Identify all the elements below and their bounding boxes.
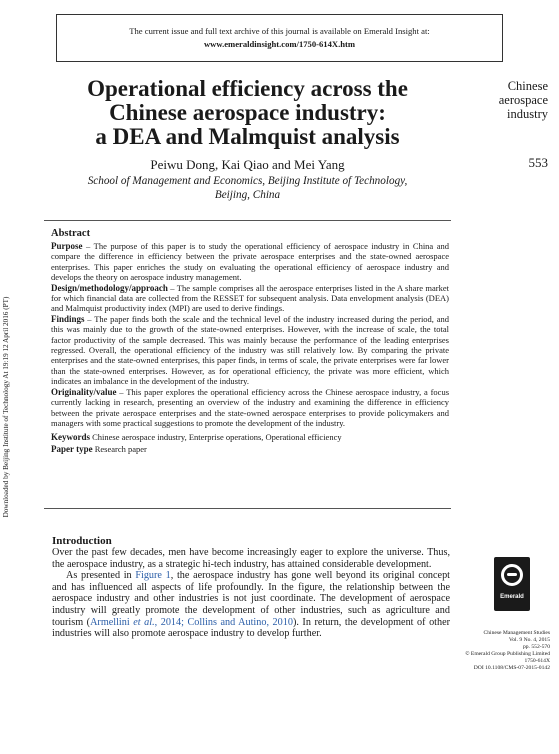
purpose-text: – The purpose of this paper is to study the operational efficiency of aerospace industry in China and compare the difference in efficiency between the private aerospace enterprises and the state-owned aerospace enterprises. This paper enriches the study on evaluating the operational efficiency of aerospace industry and develops the theory on aerospace industry management. <box>51 241 449 283</box>
citation-rest: , 2014; Collins and Autino, 2010 <box>154 616 293 628</box>
emerald-logo <box>494 557 530 611</box>
keywords-text: Chinese aerospace industry, Enterprise operations, Operational efficiency <box>90 432 342 443</box>
affiliation-line-2: Beijing, China <box>214 189 281 201</box>
publication-info <box>446 630 550 673</box>
paper-type-label: Paper type <box>51 444 93 455</box>
citation-armellini-link[interactable] <box>90 617 293 628</box>
abstract-keywords <box>51 431 451 443</box>
abstract-design <box>51 283 449 314</box>
figure-1-link[interactable]: Figure 1 <box>135 570 171 582</box>
running-tag-line-3: industry <box>507 107 548 121</box>
citation-armellini-name: Armellini <box>90 616 134 628</box>
pubinfo-volume: Vol. 9 No. 4, 2015 <box>508 637 550 644</box>
findings-text: – The paper finds both the scale and the technical level of the industry increased during the period, and this was mainly due to the growth of the state-owned enterprises. However, with the increase of scale, the total factor productivity of the sample decreased. This was mainly because the performance of the leading enterprises regressed. Overall, the operational efficiency of the industry was still relatively low. By comparing the private enterprises and the state-owned enterprises, this paper finds, in terms of scale, the private enterprises were far lower than the state-owned enterprises. However, as for operational efficiency, the private was more efficient, which indicates an imbalance in the development of the industry. <box>51 313 449 387</box>
intro-p2-end: ). In return, the development of other industries will also promote aerospace industry to develop further. <box>52 616 451 640</box>
intro-p2-middle: , the aerospace industry has gone well beyond its original concept and has influenced all aspects of life profoundly. In the figure, the relationship between the aerospace industry and other industries is not just coordinate. The development of aerospace industry will greatly promote the development of other industries, such as agriculture and tourism ( <box>52 570 450 628</box>
download-watermark <box>0 212 12 602</box>
citation-et-al: et al. <box>133 616 155 628</box>
access-banner <box>56 14 503 62</box>
author-affiliation <box>45 174 450 202</box>
intro-paragraph-1: Over the past few decades, men have become increasingly eager to explore the universe. Thus, the aerospace industry, as a strategic hi-tech industry, has attained considerable development. <box>52 547 450 570</box>
findings-label: Findings <box>51 313 85 324</box>
access-banner-text: The current issue and full text archive of this journal is available on Emerald Insight at: <box>129 26 430 36</box>
download-watermark-text: Downloaded by Beijing Institute of Technology At 19:19 12 April 2016 (PT) <box>2 296 10 518</box>
article-title <box>45 77 450 149</box>
pubinfo-doi[interactable]: DOI 10.1108/CMS-07-2015-0142 <box>473 665 550 672</box>
abstract-purpose <box>51 241 449 283</box>
abstract-originality <box>51 387 449 429</box>
intro-p2-start: As presented in <box>66 570 136 582</box>
emerald-logo-text: Emerald <box>500 594 524 600</box>
author-list: Peiwu Dong, Kai Qiao and Mei Yang <box>150 157 345 172</box>
journal-url-link[interactable]: www.emeraldinsight.com/1750-614X.htm <box>203 39 356 49</box>
keywords-label: Keywords <box>51 432 90 443</box>
emerald-e-icon <box>501 564 523 586</box>
abstract-section <box>44 220 451 509</box>
paper-type-text: Research paper <box>92 444 147 455</box>
title-line-1: Operational efficiency across the <box>87 76 408 101</box>
design-label: Design/methodology/approach <box>51 282 168 293</box>
introduction-heading: Introduction <box>52 535 112 547</box>
abstract-paper-type <box>51 443 451 455</box>
title-line-3: a DEA and Malmquist analysis <box>95 124 400 149</box>
affiliation-line-1: School of Management and Economics, Beijing Institute of Technology, <box>87 175 408 187</box>
title-line-2: Chinese aerospace industry: <box>109 100 386 125</box>
running-tag-line-1: Chinese <box>507 79 548 93</box>
purpose-label: Purpose <box>51 241 83 251</box>
running-section-tag <box>468 79 548 121</box>
running-tag-line-2: aerospace <box>498 93 548 107</box>
page-number: 553 <box>528 155 548 170</box>
introduction-body <box>52 547 450 640</box>
originality-label: Originality/value <box>51 386 117 397</box>
design-text: – The sample comprises all the aerospace enterprises listed in the A share market for which financial data are collected from the RESSET for subsequent analysis. Data envelopment analysis (DEA) and Malmquist productivity index (MPI) are used to derive findings. <box>51 282 449 314</box>
pubinfo-copyright: © Emerald Group Publishing Limited <box>465 651 550 658</box>
pubinfo-journal: Chinese Management Studies <box>483 630 550 636</box>
pubinfo-pages: pp. 552-570 <box>522 644 550 651</box>
intro-paragraph-2 <box>52 570 450 640</box>
abstract-heading: Abstract <box>51 228 91 239</box>
originality-text: – This paper explores the operational efficiency across the Chinese aerospace industry, a focus currently lacking in research, presenting an overview of the industry and examining the difference in efficiency between the private aerospace enterprises and the state-owned aerospace enterprises to provide policymakers and managers with some practical suggestions to promote the development of the industry. <box>51 386 449 428</box>
pubinfo-issn: 1750-614X <box>524 658 550 665</box>
abstract-findings <box>51 314 449 387</box>
